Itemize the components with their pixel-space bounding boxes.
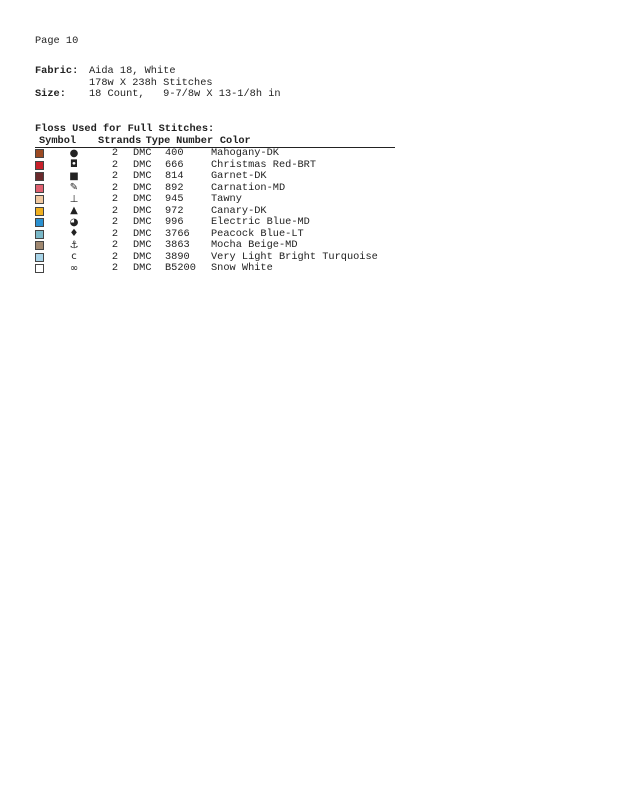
color-swatch (35, 230, 44, 239)
strands-cell: 2 (111, 250, 119, 263)
color-swatch (35, 184, 44, 193)
color-name-cell: Carnation-MD (211, 181, 286, 194)
type-cell: DMC (133, 216, 152, 228)
strands-cell: 2 (111, 170, 119, 182)
color-swatch (35, 149, 44, 158)
floss-row (35, 263, 395, 275)
floss-row (35, 171, 395, 183)
swatch-cell (35, 241, 51, 250)
color-name-cell: Mahogany-DK (211, 147, 279, 159)
number-cell: 666 (165, 158, 184, 171)
number-cell: 3890 (165, 250, 190, 263)
type-cell: DMC (133, 170, 152, 182)
swatch-cell (35, 230, 51, 239)
strands-cell: 2 (111, 181, 119, 194)
header-color: Color (219, 134, 251, 147)
notched-circle-icon: ◕ (69, 216, 79, 228)
size-label: Size: (35, 88, 66, 100)
color-name-cell: Very Light Bright Turquoise (211, 250, 378, 263)
drop-icon: ♦ (69, 228, 79, 239)
color-name-cell: Peacock Blue-LT (211, 227, 304, 240)
type-cell: DMC (133, 239, 152, 251)
header-type: Type (145, 134, 171, 147)
square-with-dot-icon: ◘ (70, 159, 78, 170)
color-name-cell: Canary-DK (211, 204, 267, 217)
strands-cell: 2 (111, 147, 119, 159)
anchor-icon: ⚓ (69, 239, 79, 251)
strands-cell: 2 (111, 262, 119, 274)
number-cell: 400 (165, 147, 184, 159)
strands-cell: 2 (111, 216, 119, 228)
size-value: 18 Count, 9-7/8w X 13-1/8h in (89, 88, 281, 100)
type-cell: DMC (133, 147, 152, 159)
color-swatch (35, 218, 44, 227)
color-name-cell: Garnet-DK (211, 170, 267, 182)
color-swatch (35, 241, 44, 250)
swatch-cell (35, 264, 51, 273)
color-swatch (35, 172, 44, 181)
color-name-cell: Tawny (211, 193, 242, 205)
number-cell: B5200 (165, 262, 196, 274)
swatch-cell (35, 253, 51, 262)
swatch-cell (35, 184, 51, 193)
filled-circle-icon: ● (69, 147, 79, 159)
type-cell: DMC (133, 262, 152, 274)
color-swatch (35, 207, 44, 216)
header-number: Number (176, 134, 214, 147)
type-cell: DMC (133, 193, 152, 205)
stitches-value: 178w X 238h Stitches (89, 76, 213, 89)
header-strands: Strands (98, 134, 142, 147)
number-cell: 945 (165, 193, 184, 205)
swatch-cell (35, 218, 51, 227)
swatch-cell (35, 149, 51, 158)
number-cell: 3863 (165, 239, 190, 251)
strands-cell: 2 (111, 158, 119, 171)
floss-row (35, 217, 395, 229)
number-cell: 3766 (165, 227, 190, 240)
swatch-cell (35, 207, 51, 216)
anvil-icon: ⊥ (69, 193, 79, 205)
number-cell: 972 (165, 204, 184, 217)
color-name-cell: Christmas Red-BRT (211, 158, 317, 171)
pencil-icon: ✎ (69, 182, 79, 193)
type-cell: DMC (133, 250, 152, 263)
type-cell: DMC (133, 227, 152, 240)
fabric-row (35, 66, 281, 78)
type-cell: DMC (133, 158, 152, 171)
fabric-value: Aida 18, White (89, 65, 176, 77)
color-swatch (35, 161, 44, 170)
strands-cell: 2 (111, 239, 119, 251)
color-name-cell: Snow White (211, 262, 273, 274)
type-cell: DMC (133, 204, 152, 217)
header-symbol: Symbol (39, 134, 77, 147)
pattern-info (35, 66, 281, 101)
infinity-icon: ∞ (69, 262, 79, 274)
color-swatch (35, 195, 44, 204)
color-swatch (35, 253, 44, 262)
size-row (35, 89, 281, 101)
number-cell: 996 (165, 216, 184, 228)
strands-cell: 2 (111, 227, 119, 240)
color-name-cell: Electric Blue-MD (211, 216, 310, 228)
swatch-cell (35, 161, 51, 170)
floss-table-body (35, 148, 395, 275)
fabric-label: Fabric: (35, 65, 79, 77)
floss-row (35, 148, 395, 160)
floss-row (35, 194, 395, 206)
strands-cell: 2 (111, 204, 119, 217)
number-cell: 814 (165, 170, 184, 182)
color-name-cell: Mocha Beige-MD (211, 239, 298, 251)
type-cell: DMC (133, 181, 152, 194)
swatch-cell (35, 195, 51, 204)
filled-square-icon: ■ (69, 170, 79, 182)
color-swatch (35, 264, 44, 273)
floss-section (35, 124, 395, 275)
number-cell: 892 (165, 181, 184, 194)
swatch-cell (35, 172, 51, 181)
c-shape-icon: c (71, 251, 77, 262)
page-number: Page 10 (35, 35, 79, 47)
floss-row (35, 240, 395, 252)
floss-title: Floss Used for Full Stitches: (35, 123, 215, 135)
strands-cell: 2 (111, 193, 119, 205)
triangle-icon: ▲ (70, 205, 78, 216)
